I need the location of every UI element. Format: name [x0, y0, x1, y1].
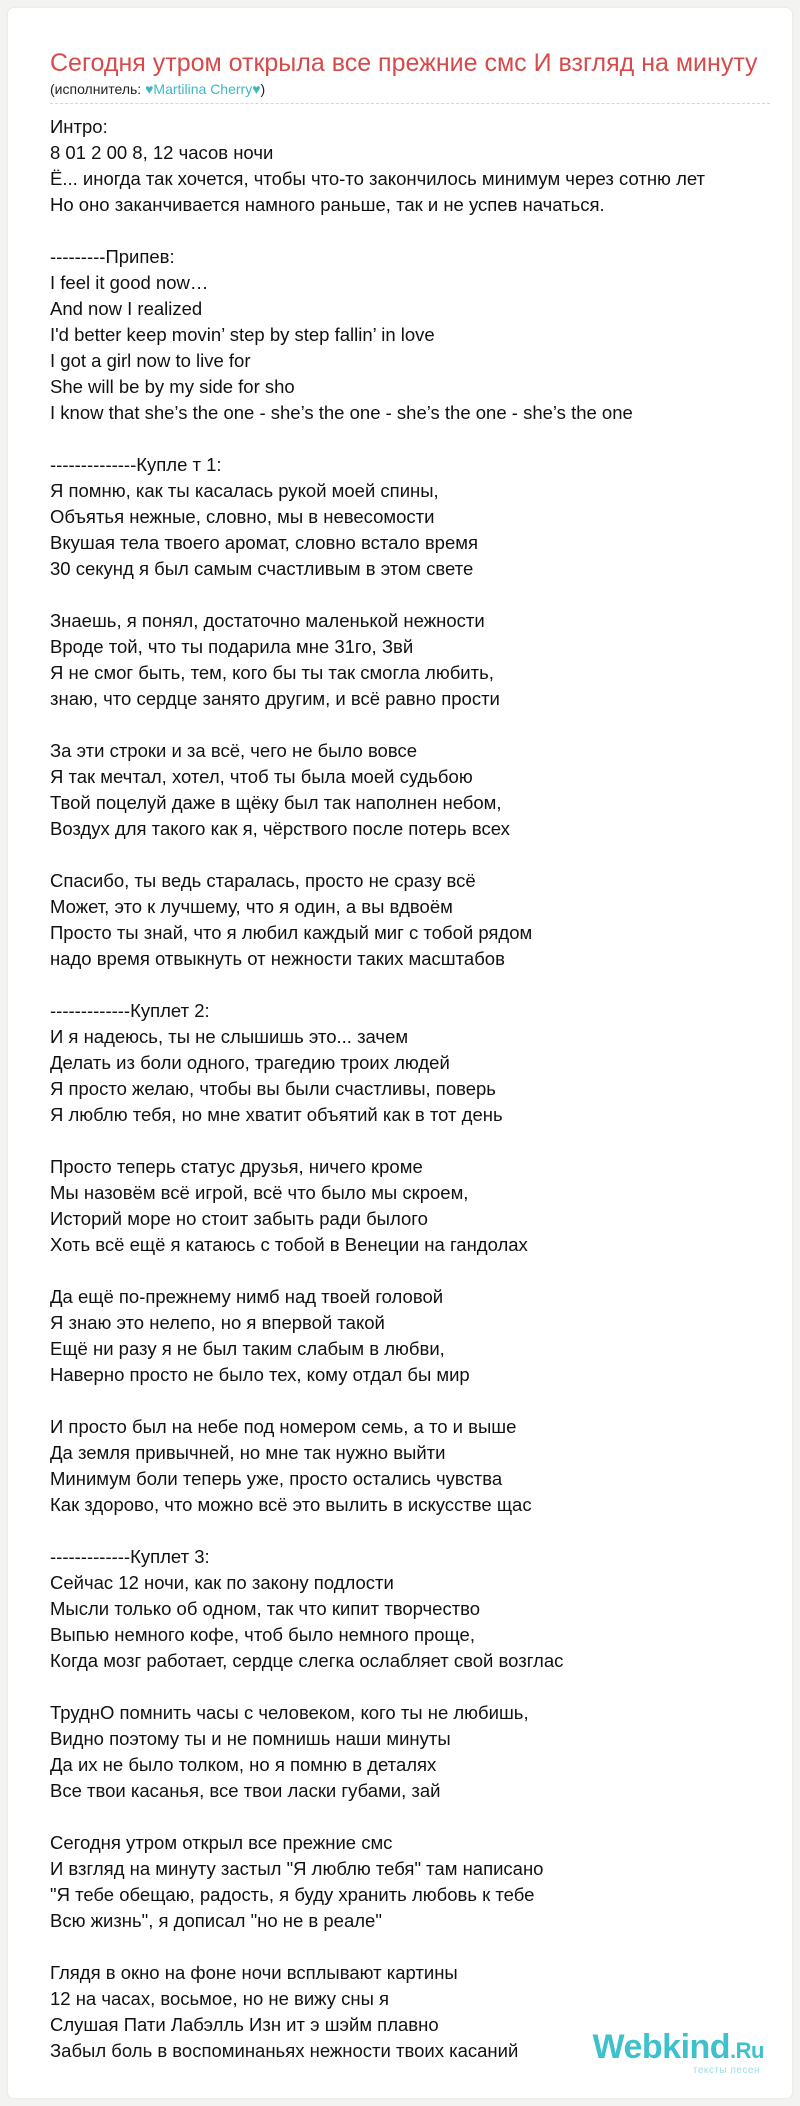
lyric-line: Спасибо, ты ведь старалась, просто не сразу всё — [50, 870, 476, 891]
lyric-line: надо время отвыкнуть от нежности таких масштабов — [50, 948, 505, 969]
stanza-gap — [50, 218, 790, 244]
logo-tld: .Ru — [730, 2038, 764, 2063]
stanza-gap — [50, 972, 790, 998]
lyric-line: Наверно просто не было тех, кому отдал бы мир — [50, 1364, 470, 1385]
lyric-line: Хоть всё ещё я катаюсь с тобой в Венеции на гандолах — [50, 1234, 528, 1255]
lyric-line: Когда мозг работает, сердце слегка ослабляет свой возглас — [50, 1650, 564, 1671]
lyric-line: Сегодня утром открыл все прежние смс — [50, 1832, 393, 1853]
lyric-line: I got a girl now to live for — [50, 350, 251, 371]
lyric-line: И взгляд на минуту застыл "Я люблю тебя" там написано — [50, 1858, 544, 1879]
lyric-line: Ё... иногда так хочется, чтобы что-то закончилось минимум через сотню лет — [50, 168, 706, 189]
lyric-line: --------------Купле т 1: — [50, 454, 222, 475]
lyric-line: И просто был на небе под номером семь, а то и выше — [50, 1416, 517, 1437]
webkind-logo[interactable] — [593, 2029, 765, 2076]
lyric-line: Я так мечтал, хотел, чтоб ты была моей судьбою — [50, 766, 473, 787]
lyric-line: Я знаю это нелепо, но я впервой такой — [50, 1312, 385, 1333]
lyric-line: Просто ты знай, что я любил каждый миг с тобой рядом — [50, 922, 533, 943]
heart-icon: ♥ — [252, 81, 261, 97]
lyric-line: Мысли только об одном, так что кипит творчество — [50, 1598, 481, 1619]
lyric-line: Историй море но стоит забыть ради былого — [50, 1208, 428, 1229]
lyric-line: 8 01 2 00 8, 12 часов ночи — [50, 142, 274, 163]
lyric-line: She will be by my side for sho — [50, 376, 295, 397]
heart-icon: ♥ — [145, 81, 154, 97]
lyric-line: За эти строки и за всё, чего не было вовсе — [50, 740, 418, 761]
header-divider — [50, 103, 770, 104]
lyric-line: Просто теперь статус друзья, ничего кроме — [50, 1156, 423, 1177]
stanza-gap — [50, 1674, 790, 1700]
lyric-line: Слушая Пати Лабэлль Изн ит э шэйм плавно — [50, 2014, 439, 2035]
lyric-line: Я люблю тебя, но мне хватит объятий как в тот день — [50, 1104, 503, 1125]
lyric-line: Может, это к лучшему, что я один, а вы вдвоём — [50, 896, 453, 917]
stanza-gap — [50, 582, 790, 608]
lyric-line: 12 на часах, восьмое, но не вижу сны я — [50, 1988, 390, 2009]
lyric-line: Видно поэтому ты и не помнишь наши минуты — [50, 1728, 451, 1749]
lyric-line: Да их не было толком, но я помню в деталях — [50, 1754, 437, 1775]
lyric-line: Твой поцелуй даже в щёку был так наполнен небом, — [50, 792, 502, 813]
lyric-line: And now I realized — [50, 298, 203, 319]
lyric-line: Ещё ни разу я не был таким слабым в любви, — [50, 1338, 445, 1359]
lyric-line: Интро: — [50, 116, 108, 137]
lyric-line: Сейчас 12 ночи, как по закону подлости — [50, 1572, 394, 1593]
stanza-gap — [50, 1258, 790, 1284]
lyrics-card — [8, 8, 792, 2098]
lyric-line: Я помню, как ты касалась рукой моей спины, — [50, 480, 439, 501]
lyric-line: Всю жизнь", я дописал "но не в реале" — [50, 1910, 382, 1931]
stanza-gap — [50, 712, 790, 738]
lyric-line: Я не смог быть, тем, кого бы ты так смогла любить, — [50, 662, 494, 683]
artist-prefix: (исполнитель: — [50, 81, 146, 97]
lyric-line: Да ещё по-прежнему нимб над твоей головой — [50, 1286, 444, 1307]
lyric-line: 30 секунд я был самым счастливым в этом свете — [50, 558, 474, 579]
artist-suffix: ) — [260, 81, 266, 97]
lyric-line: И я надеюсь, ты не слышишь это... зачем — [50, 1026, 409, 1047]
lyric-line: Мы назовём всё игрой, всё что было мы скроем, — [50, 1182, 469, 1203]
lyric-line: Да земля привычней, но мне так нужно выйти — [50, 1442, 446, 1463]
lyric-line: ---------Припев: — [50, 246, 175, 267]
stanza-gap — [50, 1128, 790, 1154]
lyric-line: -------------Куплет 2: — [50, 1000, 210, 1021]
lyric-line: Забыл боль в воспоминаньях нежности твоих касаний — [50, 2040, 519, 2061]
logo-name: Webkind — [592, 2028, 731, 2066]
lyric-line: Знаешь, я понял, достаточно маленькой нежности — [50, 610, 485, 631]
lyric-line: "Я тебе обещаю, радость, я буду хранить любовь к тебе — [50, 1884, 535, 1905]
stanza-gap — [50, 1934, 790, 1960]
stanza-gap — [50, 1804, 790, 1830]
lyric-line: Вроде той, что ты подарила мне 31го, Звй — [50, 636, 414, 657]
stanza-gap — [50, 426, 790, 452]
artist-link[interactable]: Martilina Cherry — [153, 81, 253, 97]
lyric-line: I feel it good now… — [50, 272, 209, 293]
song-title: Сегодня утром открыла все прежние смс И взгляд на минуту — [50, 49, 758, 77]
lyric-line: I know that she’s the one - she’s the one - she’s the one - she’s the one — [50, 402, 633, 423]
lyric-line: I'd better keep movin’ step by step fallin’ in love — [50, 324, 435, 345]
logo-tagline: тексты песен — [692, 2065, 760, 2076]
lyric-line: Минимум боли теперь уже, просто остались чувства — [50, 1468, 503, 1489]
lyric-line: Делать из боли одного, трагедию троих людей — [50, 1052, 450, 1073]
lyric-line: знаю, что сердце занято другим, и всё равно прости — [50, 688, 500, 709]
stanza-gap — [50, 1388, 790, 1414]
lyric-line: Но оно заканчивается намного раньше, так и не успев начаться. — [50, 194, 605, 215]
artist-line — [50, 80, 265, 98]
stanza-gap — [50, 842, 790, 868]
lyric-line: Воздух для такого как я, чёрствого после потерь всех — [50, 818, 510, 839]
lyric-line: Объятья нежные, словно, мы в невесомости — [50, 506, 435, 527]
lyric-line: Глядя в окно на фоне ночи всплывают картины — [50, 1962, 458, 1983]
stanza-gap — [50, 1518, 790, 1544]
lyric-line: Все твои касанья, все твои ласки губами, зай — [50, 1780, 441, 1801]
lyrics-body — [50, 114, 790, 2064]
lyric-line: ТруднО помнить часы с человеком, кого ты не любишь, — [50, 1702, 529, 1723]
lyric-line: Выпью немного кофе, чтоб было немного проще, — [50, 1624, 475, 1645]
lyric-line: -------------Куплет 3: — [50, 1546, 210, 1567]
lyric-line: Вкушая тела твоего аромат, словно встало время — [50, 532, 478, 553]
lyric-line: Как здорово, что можно всё это вылить в искусстве щас — [50, 1494, 532, 1515]
lyric-line: Я просто желаю, чтобы вы были счастливы, поверь — [50, 1078, 496, 1099]
